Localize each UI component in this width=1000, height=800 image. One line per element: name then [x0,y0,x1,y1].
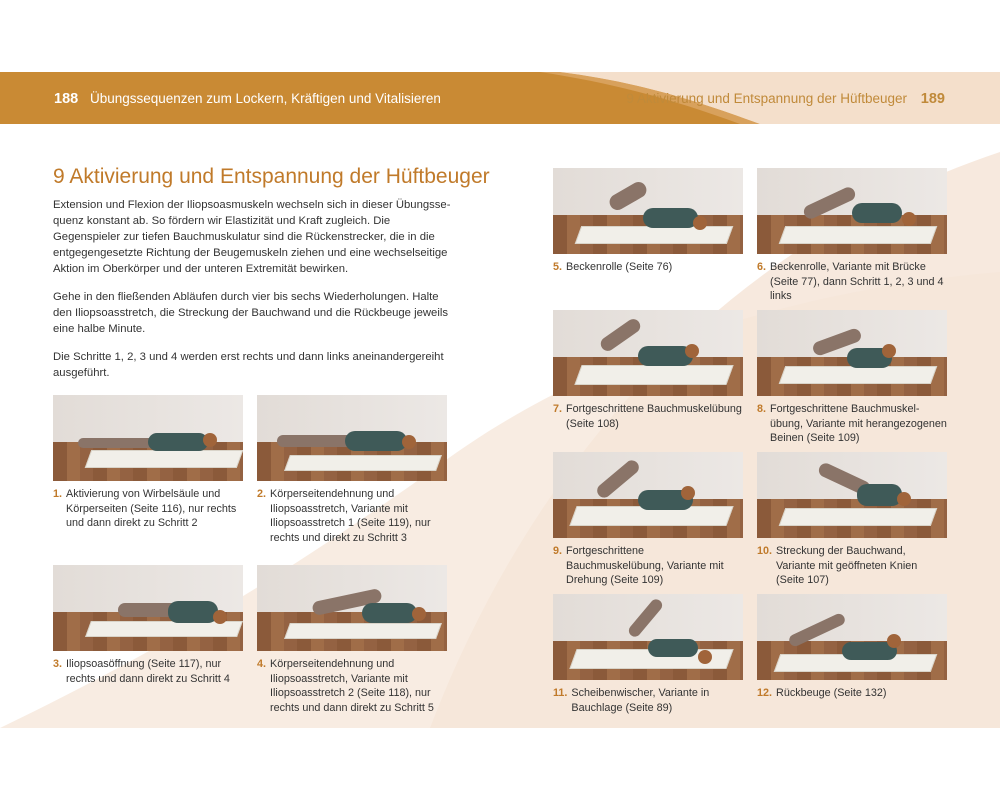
intro-paragraph: Die Schritte 1, 2, 3 und 4 werden erst rechts und dann links aneinandergereiht ausgeführt. [53,351,444,379]
exercise-photo [257,565,447,651]
caption-text: Rückbeuge (Seite 132) [776,687,887,699]
exercise-7 [553,310,743,431]
step-number: 9. [553,545,563,557]
exercise-6 [757,168,947,304]
exercise-photo [757,452,947,538]
step-number: 3. [53,658,63,670]
exercise-photo [757,310,947,396]
exercise-caption [757,260,947,304]
exercise-caption [53,657,243,686]
exercise-photo [53,565,243,651]
exercise-caption [757,686,947,701]
running-title-left: Übungssequenzen zum Lockern, Kräftigen und Vitalisieren [89,91,441,106]
caption-text: Aktivierung von Wirbelsäule und Körperseiten (Seite 116), nur rechts und dann direkt zu Schritt 2 [66,488,237,529]
exercise-caption [553,544,743,588]
page-number-left: 188 [54,91,79,107]
page-number-right: 189 [920,91,945,107]
step-number: 5. [553,261,563,273]
section-title: 9 Aktivierung und Entspannung der Hüftbeuger [53,165,490,188]
exercise-photo [53,395,243,481]
exercise-4 [257,565,447,715]
exercise-photo [757,168,947,254]
exercise-1 [53,395,243,531]
exercise-caption [553,402,743,431]
intro-paragraph: Gehe in den fließenden Abläufen durch vier bis sechs Wiederholungen. Halte den Iliopsoasstretch, die Streckung der Bauchwand und die Rückbeuge jeweils eine halbe Minute. [53,291,449,335]
caption-text: Scheibenwischer, Variante in Bauchlage (Seite 89) [571,687,710,714]
header-right [626,91,945,107]
caption-text: Fortgeschrittene Bauchmuskelübung, Variante mit Drehung (Seite 109) [566,545,724,586]
exercise-photo [553,310,743,396]
exercise-caption [757,544,947,588]
exercise-8 [757,310,947,446]
caption-text: Iliopsoasöffnung (Seite 117), nur rechts und dann direkt zu Schritt 4 [66,658,230,685]
exercise-photo [553,594,743,680]
running-title-right: 9 Aktivierung und Entspannung der Hüftbeuger [626,91,908,106]
exercise-photo [257,395,447,481]
exercise-photo [553,168,743,254]
step-number: 12. [757,687,773,699]
caption-text: Beckenrolle, Variante mit Brücke (Seite 77), dann Schritt 1, 2, 3 und 4 links [770,261,944,302]
exercise-11 [553,594,743,715]
exercise-2 [257,395,447,545]
step-number: 8. [757,403,767,415]
exercise-3 [53,565,243,686]
exercise-photo [553,452,743,538]
step-number: 1. [53,488,63,500]
caption-text: Körperseitendehnung und Iliopsoasstretch, Variante mit Iliopsoasstretch 2 (Seite 118), nur rechts und dann direkt zu Schritt 5 [270,658,434,714]
caption-text: Körperseitendehnung und Iliopsoasstretch, Variante mit Iliopsoasstretch 1 (Seite 119), nur rechts und direkt zu Schritt 3 [270,488,431,544]
intro-paragraph: Extension und Flexion der Iliopsoasmuskeln wechseln sich in dieser Übungssequenz konstant ab. So fördern wir Elastizität und Kraft zugleich. Die Gegenspieler zur tiefen Bauchmuskulatur sind die Rückenstrecker, die in die entgegengesetzte Richtung der Beugemuskeln ziehen und eine wechselseitige Aktion im Oberkörper und der unteren Extremität bewirken. [53,199,451,275]
caption-text: Beckenrolle (Seite 76) [566,261,673,273]
exercise-9 [553,452,743,588]
exercise-5 [553,168,743,275]
step-number: 2. [257,488,267,500]
intro-text [53,197,455,393]
exercise-caption [757,402,947,446]
step-number: 4. [257,658,267,670]
step-number: 11. [553,687,568,699]
caption-text: Fortgeschrittene Bauchmuskelübung, Variante mit herangezogenen Beinen (Seite 109) [770,403,947,444]
step-number: 7. [553,403,563,415]
exercise-caption [553,686,743,715]
exercise-10 [757,452,947,588]
exercise-caption [553,260,743,275]
step-number: 10. [757,545,773,557]
exercise-photo [757,594,947,680]
caption-text: Streckung der Bauchwand, Variante mit geöffneten Knien (Seite 107) [776,545,918,586]
exercise-caption [53,487,243,531]
exercise-12 [757,594,947,701]
exercise-caption [257,487,447,545]
caption-text: Fortgeschrittene Bauchmuskelübung (Seite 108) [566,403,742,430]
step-number: 6. [757,261,767,273]
header-left [54,91,441,107]
exercise-caption [257,657,447,715]
